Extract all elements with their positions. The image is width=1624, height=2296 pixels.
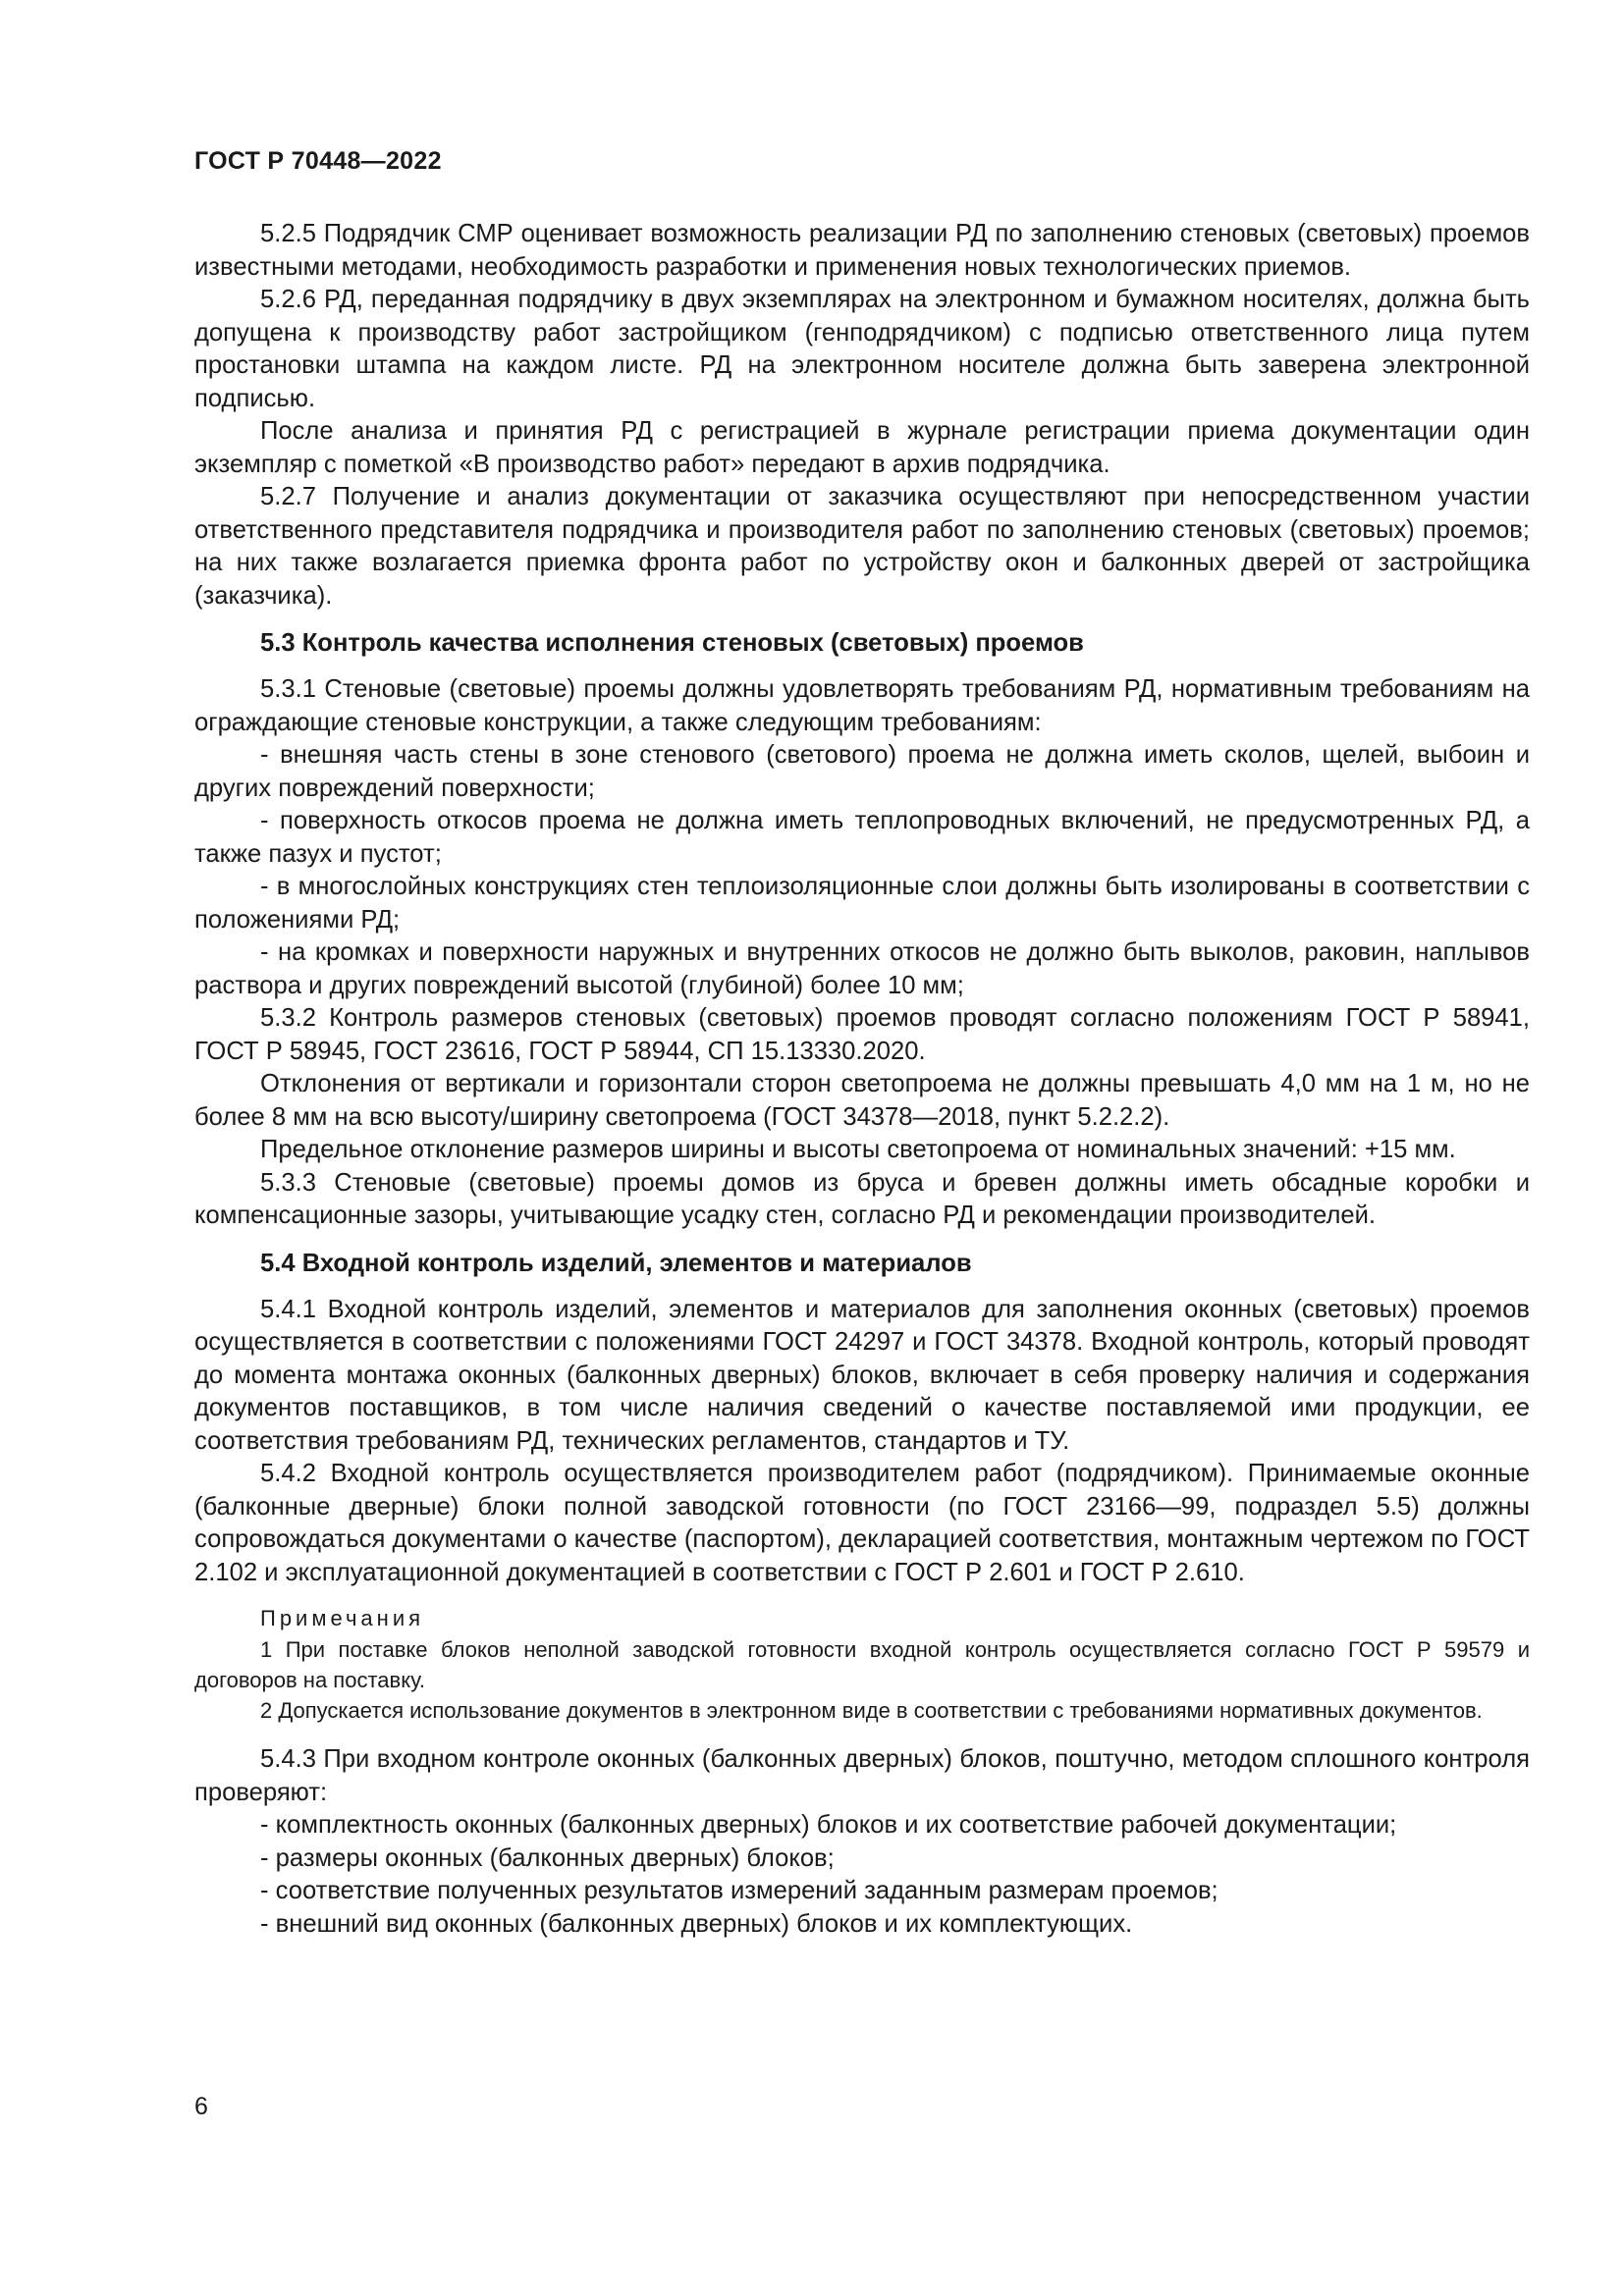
clause-5-4-2: 5.4.2 Входной контроль осуществляется производителем работ (подрядчиком). Принимаемые оконные (балконные дверные) блоки полной заводской готовности (по ГОСТ 23166—99, подраздел 5.5) должны сопровождаться документами о качестве (паспортом), декларацией соответствия, монтажным чертежом по ГОСТ 2.102 и эксплуатационной документацией в соответствии с ГОСТ Р 2.601 и ГОСТ Р 2.610. — [194, 1460, 1530, 1586]
list-item: - внешний вид оконных (балконных дверных) блоков и их комплектующих. — [260, 1909, 1133, 1938]
clause-5-2-7: 5.2.7 Получение и анализ документации от заказчика осуществляют при непосредственном участии ответственного представителя подрядчика и производителя работ по заполнению стеновых (световых) проемов; на них также возлагается приемка фронта работ по устройству окон и балконных дверей от застройщика (заказчика). — [194, 483, 1530, 610]
document-code: ГОСТ Р 70448—2022 — [194, 147, 442, 175]
page-number: 6 — [194, 2093, 208, 2120]
list-item: - поверхность откосов проема не должна иметь теплопроводных включений, не предусмотренных РД, а также пазух и пустот; — [194, 807, 1530, 868]
section-heading-5-3: 5.3 Контроль качества исполнения стеновых (световых) проемов — [260, 629, 1084, 657]
clause-5-3-2-tolerance: Предельное отклонение размеров ширины и высоты светопроема от номинальных значений: +15 мм. — [260, 1136, 1456, 1163]
list-item: - внешняя часть стены в зоне стенового (светового) проема не должна иметь сколов, щелей, выбоин и других повреждений поверхности; — [194, 741, 1530, 802]
clause-5-3-2-deviations: Отклонения от вертикали и горизонтали сторон светопроема не должны превышать 4,0 мм на 1 м, но не более 8 мм на всю высоту/ширину светопроема (ГОСТ 34378—2018, пункт 5.2.2.2). — [194, 1070, 1530, 1131]
list-item: - на кромках и поверхности наружных и внутренних откосов не должно быть выколов, раковин, наплывов раствора и других повреждений высотой (глубиной) более 10 мм; — [194, 938, 1530, 999]
clause-5-3-1: 5.3.1 Стеновые (световые) проемы должны удовлетворять требованиям РД, нормативным требованиям на ограждающие стеновые конструкции, а также следующим требованиям: — [194, 675, 1530, 736]
list-item: - размеры оконных (балконных дверных) блоков; — [260, 1843, 835, 1872]
notes-title: Примечания — [260, 1606, 425, 1630]
list-item: - в многослойных конструкциях стен теплоизоляционные слои должны быть изолированы в соответствии с положениями РД; — [194, 873, 1530, 934]
clause-5-4-3: 5.4.3 При входном контроле оконных (балконных дверных) блоков, поштучно, методом сплошного контроля проверяют: — [194, 1745, 1530, 1806]
section-heading-5-4: 5.4 Входной контроль изделий, элементов и материалов — [260, 1249, 972, 1277]
clause-5-2-5: 5.2.5 Подрядчик СМР оценивает возможность реализации РД по заполнению стеновых (световых) проемов известными методами, необходимость разработки и применения новых технологических приемов. — [194, 220, 1530, 281]
list-item: - соответствие полученных результатов измерений заданным размерам проемов; — [260, 1877, 1218, 1904]
note-1: 1 При поставке блоков неполной заводской готовности входной контроль осуществляется согласно ГОСТ Р 59579 и договоров на поставку. — [194, 1637, 1530, 1692]
note-2: 2 Допускается использование документов в электронном виде в соответствии с требованиями нормативных документов. — [260, 1698, 1483, 1723]
document-body — [194, 218, 1530, 1941]
clause-5-3-2: 5.3.2 Контроль размеров стеновых (световых) проемов проводят согласно положениям ГОСТ Р 58941, ГОСТ Р 58945, ГОСТ 23616, ГОСТ Р 58944, СП 15.13330.2020. — [194, 1004, 1530, 1065]
clause-5-2-6: 5.2.6 РД, переданная подрядчику в двух экземплярах на электронном и бумажном носителях, должна быть допущена к производству работ застройщиком (генподрядчиком) с подписью ответственного лица путем простановки штампа на каждом листе. РД на электронном носителе должна быть заверена электронной подписью. — [194, 286, 1530, 412]
list-item: - комплектность оконных (балконных дверных) блоков и их соответствие рабочей документации; — [260, 1811, 1397, 1839]
clause-5-3-3: 5.3.3 Стеновые (световые) проемы домов из бруса и бревен должны иметь обсадные коробки и компенсационные зазоры, учитывающие усадку стен, согласно РД и рекомендации производителей. — [194, 1168, 1530, 1229]
clause-5-4-1: 5.4.1 Входной контроль изделий, элементов и материалов для заполнения оконных (световых) проемов осуществляется в соответствии с положениями ГОСТ 24297 и ГОСТ 34378. Входной контроль, который проводят до момента монтажа оконных (балконных дверных) блоков, включает в себя проверку наличия и содержания документов поставщиков, в том числе наличия сведений о качестве поставляемой ими продукции, ее соответствия требованиям РД, технических регламентов, стандартов и ТУ. — [194, 1295, 1530, 1455]
clause-5-2-6-continued: После анализа и принятия РД с регистрацией в журнале регистрации приема документации один экземпляр с пометкой «В производство работ» передают в архив подрядчика. — [194, 417, 1530, 478]
